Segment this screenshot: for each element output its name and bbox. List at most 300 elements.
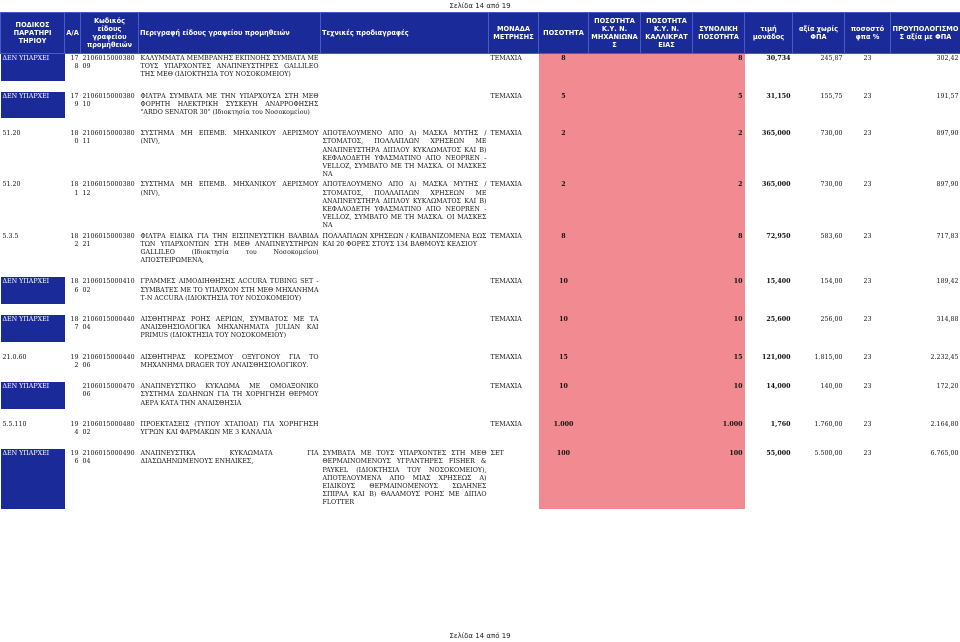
- cell-vat: 23: [863, 278, 872, 286]
- spacer-cell: [891, 342, 960, 353]
- cell-code: 21.0.60: [2, 353, 27, 361]
- cell-qty-mechaniona: [589, 277, 641, 304]
- cell-specs: [321, 315, 489, 342]
- spacer-cell: [745, 304, 793, 315]
- spacer-cell: [793, 409, 845, 420]
- cell-budget: 717,83: [936, 232, 959, 240]
- table-row: [1, 232, 960, 267]
- row-spacer: [1, 438, 960, 449]
- spacer-cell: [81, 438, 139, 449]
- spacer-cell: [589, 304, 641, 315]
- cell-total-qty: 10: [693, 277, 745, 304]
- spacer-cell: [589, 81, 641, 92]
- cell-code: ΔΕΝ ΥΠΑΡΧΕΙ: [1, 315, 65, 342]
- spacer-cell: [845, 371, 891, 382]
- spacer-cell: [65, 266, 81, 277]
- spacer-cell: [139, 118, 321, 129]
- cell-item-code: 210601500038010: [82, 92, 135, 108]
- cell-qty-kallikrateia: [641, 129, 693, 180]
- cell-vat: 23: [863, 181, 872, 189]
- cell-aa: [65, 382, 81, 409]
- spacer-cell: [81, 81, 139, 92]
- cell-description: ΣΥΣΤΗΜΑ ΜΗ ΕΠΕΜΒ. ΜΗΧΑΝΙΚΟΥ ΑΕΡΙΣΜΟΥ (NIV),: [140, 181, 319, 197]
- spacer-cell: [1, 371, 65, 382]
- header-unit-price: τιμή μονάδος: [745, 13, 793, 54]
- page-number-bottom: Σελίδα 14 από 19: [449, 632, 511, 640]
- spacer-cell: [641, 371, 693, 382]
- cell-qty-mechaniona: [589, 449, 641, 508]
- cell-qty: 100: [539, 449, 589, 508]
- spacer-cell: [845, 266, 891, 277]
- spacer-cell: [745, 438, 793, 449]
- cell-total-qty: 1.000: [693, 420, 745, 438]
- cell-description: ΦΙΛΤΡΑ ΕΙΔΙΚΑ ΓΙΑ ΤΗΝ ΕΙΣΠΝΕΥΣΤΙΚΗ ΒΑΛΒΙΔΑ ΤΩΝ ΥΠΑΡΧΟΝΤΩΝ ΣΤΗ ΜΕΘ ΑΝΑΠΝΕΥΣΤΗΡΩΝ GALLILEO (Ιδιοκτησία του Νοσοκομείου) ΑΠΟΣΤΕΙΡΩΜΕΝΑ,: [140, 232, 319, 265]
- cell-item-code: 210601500038012: [82, 181, 135, 197]
- cell-value: 245,87: [820, 55, 843, 62]
- cell-qty: 2: [539, 180, 589, 231]
- cell-unit: ΤΕΜΑΧΙΑ: [490, 316, 522, 324]
- cell-aa: 186: [70, 278, 79, 294]
- cell-aa: 194: [70, 420, 79, 436]
- cell-vat: 23: [863, 92, 872, 100]
- spacer-cell: [641, 118, 693, 129]
- cell-unit-price: 14,000: [766, 383, 791, 391]
- spacer-cell: [65, 371, 81, 382]
- spacer-cell: [891, 118, 960, 129]
- spacer-cell: [489, 409, 539, 420]
- spacer-cell: [81, 304, 139, 315]
- cell-description: ΑΙΣΘΗΤΗΡΑΣ ΡΟΗΣ ΑΕΡΙΩΝ, ΣΥΜΒΑΤΟΣ ΜΕ ΤΑ ΑΝΑΙΣΘΗΣΙΟΛΟΓΙΚΑ ΜΗΧΑΝΗΜΑΤΑ JULIAN ΚΑΙ PRIMUS (ΙΔΙΟΚΤΗΣΙΑ ΤΟΥ ΝΟΣΟΚΟΜΕΙΟΥ): [140, 316, 319, 340]
- row-spacer: [1, 81, 960, 92]
- spacer-cell: [321, 371, 489, 382]
- cell-aa: 181: [70, 181, 79, 197]
- spacer-cell: [793, 342, 845, 353]
- cell-value: 583,60: [820, 232, 843, 240]
- cell-unit-price: 72,950: [766, 232, 791, 240]
- cell-qty-mechaniona: [589, 353, 641, 371]
- cell-unit: ΤΕΜΑΧΙΑ: [490, 353, 522, 361]
- cell-item-code: 210601500038021: [82, 232, 135, 248]
- cell-value: 730,00: [820, 181, 843, 189]
- spacer-cell: [1, 342, 65, 353]
- spacer-cell: [589, 438, 641, 449]
- spacer-cell: [139, 266, 321, 277]
- cell-unit-price: 25,600: [766, 316, 791, 324]
- spacer-cell: [65, 342, 81, 353]
- spacer-cell: [891, 304, 960, 315]
- cell-qty-mechaniona: [589, 420, 641, 438]
- spacer-cell: [489, 342, 539, 353]
- spacer-cell: [81, 371, 139, 382]
- cell-budget: 314,88: [936, 316, 959, 324]
- spacer-cell: [745, 371, 793, 382]
- cell-specs: ΑΠΟΤΕΛΟΥΜΕΝΟ ΑΠΟ Α) ΜΑΣΚΑ ΜΥΤΗΣ / ΣΤΟΜΑΤΟΣ, ΠΟΛΛΑΠΛΩΝ ΧΡΗΣΕΩΝ ΜΕ ΑΝΑΠΝΕΥΣΤΗΡΑ ΔΙΠΛΟΥ ΚΥΚΛΩΜΑΤΟΣ ΚΑΙ Β) ΚΕΦΑΛΟΔΕΤΗ ΥΦΑΣΜΑΤΙΝΟ ΑΠΟ NEOPREN - VELLOZ, ΣΥΜΒΑΤΟ ΜΕ ΤΗ ΜΑΣΚΑ. ΟΙ ΜΑΣΚΕΣ ΝΑ: [322, 130, 487, 179]
- cell-qty-kallikrateia: [641, 420, 693, 438]
- spacer-cell: [139, 342, 321, 353]
- spacer-cell: [1, 409, 65, 420]
- header-value-no-vat: αξία χωρίς ΦΠΑ: [793, 13, 845, 54]
- cell-unit: ΤΕΜΑΧΙΑ: [490, 383, 522, 391]
- cell-qty: 10: [539, 315, 589, 342]
- cell-code: 5.5.110: [2, 420, 27, 428]
- row-spacer: [1, 266, 960, 277]
- spacer-cell: [81, 266, 139, 277]
- spacer-cell: [793, 118, 845, 129]
- cell-specs: [321, 92, 489, 119]
- cell-code: 51.20: [2, 181, 21, 189]
- cell-aa: 180: [70, 130, 79, 146]
- cell-item-code: 210601500049004: [82, 450, 135, 466]
- spacer-cell: [539, 342, 589, 353]
- spacer-cell: [891, 438, 960, 449]
- cell-unit: ΣΕΤ: [490, 450, 504, 458]
- spacer-cell: [321, 304, 489, 315]
- cell-specs: [321, 353, 489, 371]
- procurement-table: [0, 12, 960, 509]
- spacer-cell: [65, 118, 81, 129]
- spacer-cell: [139, 304, 321, 315]
- table-row: [1, 382, 960, 409]
- cell-description: ΑΝΑΠΝΕΥΣΤΙΚΟ ΚΥΚΛΩΜΑ ΜΕ ΟΜΟΑΞΟΝΙΚΟ ΣΥΣΤΗΜΑ ΣΩΛΗΝΩΝ ΓΙΑ ΤΗ ΧΟΡΗΓΗΣΗ ΘΕΡΜΟΥ ΑΕΡΑ ΚΑΤΑ ΤΗΝ ΑΝΑΙΣΘΗΣΙΑ: [140, 383, 319, 407]
- row-spacer: [1, 118, 960, 129]
- cell-aa: 178: [70, 55, 79, 71]
- spacer-cell: [81, 118, 139, 129]
- row-spacer: [1, 371, 960, 382]
- cell-description: ΠΡΟΕΚΤΑΣΕΙΣ (ΤΥΠΟΥ ΧΤΑΠΟΔΙ) ΓΙΑ ΧΟΡΗΓΗΣΗ ΥΓΡΩΝ ΚΑΙ ΦΑΡΜΑΚΩΝ ΜΕ 3 ΚΑΝΑΛΙΑ: [140, 420, 319, 436]
- cell-code: 51.20: [2, 130, 21, 138]
- cell-qty-kallikrateia: [641, 315, 693, 342]
- table-row: [1, 180, 960, 231]
- cell-qty-kallikrateia: [641, 92, 693, 119]
- header-aa: Α/Α: [65, 13, 81, 54]
- cell-aa: 187: [70, 316, 79, 332]
- cell-total-qty: 5: [693, 92, 745, 119]
- spacer-cell: [65, 438, 81, 449]
- cell-code: ΔΕΝ ΥΠΑΡΧΕΙ: [1, 54, 65, 81]
- spacer-cell: [693, 118, 745, 129]
- cell-budget: 302,42: [936, 55, 959, 62]
- spacer-cell: [321, 118, 489, 129]
- cell-qty-mechaniona: [589, 180, 641, 231]
- spacer-cell: [321, 438, 489, 449]
- spacer-cell: [489, 118, 539, 129]
- spacer-cell: [793, 81, 845, 92]
- cell-qty: 10: [539, 382, 589, 409]
- cell-aa: 196: [70, 450, 79, 466]
- cell-aa: 182: [70, 232, 79, 248]
- spacer-cell: [1, 81, 65, 92]
- cell-total-qty: 10: [693, 382, 745, 409]
- cell-unit: ΤΕΜΑΧΙΑ: [490, 92, 522, 100]
- cell-unit-price: 31,150: [766, 92, 791, 100]
- spacer-cell: [845, 304, 891, 315]
- cell-aa: 179: [70, 92, 79, 108]
- spacer-cell: [745, 409, 793, 420]
- cell-unit-price: 15,400: [766, 278, 791, 286]
- spacer-cell: [65, 81, 81, 92]
- spacer-cell: [845, 409, 891, 420]
- spacer-cell: [745, 118, 793, 129]
- spacer-cell: [1, 118, 65, 129]
- spacer-cell: [139, 438, 321, 449]
- cell-description: ΦΙΛΤΡΑ ΣΥΜΒΑΤΑ ΜΕ ΤΗΝ ΥΠΑΡΧΟΥΣΑ ΣΤΗ ΜΕΘ ΦΟΡΗΤΗ ΗΛΕΚΤΡΙΚΗ ΣΥΣΚΕΥΗ ΑΝΑΡΡΟΦΗΣΗΣ "ARDO SENATOR 30" (Ιδιοκτησία του Νοσοκομείου): [140, 92, 319, 117]
- cell-description: ΓΡΑΜΜΕΣ ΑΙΜΟΔΙΗΘΗΣΗΣ ACCURA TUBING SET - ΣΥΜΒΑΤΕΣ ΜΕ ΤΟ ΥΠΑΡΧΟΝ ΣΤΗ ΜΕΘ ΜΗΧΑΝΗΜΑ Τ-Ν ACCURA (ΙΔΙΟΚΤΗΣΙΑ ΤΟΥ ΝΟΣΟΚΟΜΕΙΟΥ): [140, 278, 319, 302]
- header-budget: ΠΡΟΥΠΟΛΟΓΙΣΜΟ Σ αξία με ΦΠΑ: [891, 13, 960, 54]
- cell-total-qty: 8: [693, 54, 745, 81]
- cell-code: 5.3.5: [2, 232, 19, 240]
- spacer-cell: [793, 266, 845, 277]
- spacer-cell: [539, 438, 589, 449]
- spacer-cell: [891, 409, 960, 420]
- cell-specs: [321, 277, 489, 304]
- cell-qty-kallikrateia: [641, 277, 693, 304]
- cell-qty-mechaniona: [589, 92, 641, 119]
- cell-qty-kallikrateia: [641, 449, 693, 508]
- cell-total-qty: 10: [693, 315, 745, 342]
- cell-qty: 15: [539, 353, 589, 371]
- row-spacer: [1, 304, 960, 315]
- spacer-cell: [745, 266, 793, 277]
- cell-aa: 192: [70, 353, 79, 369]
- table-row: [1, 420, 960, 438]
- table-row: [1, 353, 960, 371]
- spacer-cell: [81, 342, 139, 353]
- cell-budget: 189,42: [936, 278, 959, 286]
- cell-qty: 8: [539, 232, 589, 267]
- table-row: [1, 92, 960, 119]
- spacer-cell: [1, 304, 65, 315]
- cell-code: ΔΕΝ ΥΠΑΡΧΕΙ: [1, 92, 65, 119]
- spacer-cell: [539, 81, 589, 92]
- cell-vat: 23: [863, 130, 872, 138]
- cell-code: ΔΕΝ ΥΠΑΡΧΕΙ: [1, 382, 65, 409]
- cell-value: 154,00: [820, 278, 843, 286]
- table-row: [1, 315, 960, 342]
- spacer-cell: [321, 266, 489, 277]
- cell-value: 730,00: [820, 130, 843, 138]
- cell-specs: ΣΥΜΒΑΤΑ ΜΕ ΤΟΥΣ ΥΠΑΡΧΟΝΤΕΣ ΣΤΗ ΜΕΘ ΘΕΡΜΑΙΝΟΜΕΝΟΥΣ ΥΓΡΑΝΤΗΡΕΣ FISHER & PAYKEL (ΙΔΙΟΚΤΗΣΙΑ ΤΟΥ ΝΟΣΟΚΟΜΕΙΟΥ), ΑΠΟΤΕΛΟΥΜΕΝΑ ΑΠΟ ΜΙΑΣ ΧΡΗΣΕΩΣ Α) ΕΙΔΙΚΟΥΣ ΘΕΡΜΑΙΝΟΜΕΝΟΥΣ ΣΩΛΗΝΕΣ ΣΠΙΡΑΛ ΚΑΙ Β) ΘΑΛΑΜΟΥΣ ΡΟΗΣ ΜΕ ΔΙΠΛΟ FLOTTER: [322, 450, 487, 507]
- cell-vat: 23: [863, 420, 872, 428]
- row-spacer: [1, 342, 960, 353]
- cell-unit: ΤΕΜΑΧΙΑ: [490, 278, 522, 286]
- spacer-cell: [693, 409, 745, 420]
- spacer-cell: [139, 371, 321, 382]
- header-item-code: Κωδικός είδους γραφείου προμήθειών: [81, 13, 139, 54]
- spacer-cell: [65, 304, 81, 315]
- header-description: Περιγραφή είδους γραφείου προμηθειών: [139, 13, 321, 54]
- cell-total-qty: 2: [693, 129, 745, 180]
- spacer-cell: [641, 438, 693, 449]
- cell-value: 1.815,00: [814, 353, 843, 361]
- cell-qty: 5: [539, 92, 589, 119]
- cell-qty-mechaniona: [589, 382, 641, 409]
- cell-value: 140,00: [820, 383, 843, 391]
- spacer-cell: [845, 342, 891, 353]
- spacer-cell: [891, 81, 960, 92]
- cell-budget: 191,57: [936, 92, 959, 100]
- header-row: [1, 13, 960, 54]
- spacer-cell: [641, 266, 693, 277]
- spacer-cell: [489, 304, 539, 315]
- row-spacer: [1, 409, 960, 420]
- cell-item-code: 210601500038011: [82, 130, 135, 146]
- cell-item-code: 210601500044004: [82, 316, 135, 332]
- table-row: [1, 449, 960, 508]
- spacer-cell: [539, 304, 589, 315]
- spacer-cell: [641, 409, 693, 420]
- cell-qty-kallikrateia: [641, 180, 693, 231]
- cell-total-qty: 100: [693, 449, 745, 508]
- cell-specs: [321, 420, 489, 438]
- cell-description: ΚΑΛΥΜΜΑΤΑ ΜΕΜΒΡΑΝΗΣ ΕΚΠΝΟΗΣ ΣΥΜΒΑΤΑ ΜΕ ΤΟΥΣ ΥΠΑΡΧΟΝΤΕΣ ΑΝΑΠΝΕΥΣΤΗΡΕΣ GALLILEO ΤΗΣ ΜΕΘ (ΙΔΙΟΚΤΗΣΙΑ ΤΟΥ ΝΟΣΟΚΟΜΕΙΟΥ): [140, 55, 319, 79]
- cell-code: ΔΕΝ ΥΠΑΡΧΕΙ: [1, 449, 65, 508]
- spacer-cell: [65, 409, 81, 420]
- spacer-cell: [693, 266, 745, 277]
- cell-vat: 23: [863, 450, 872, 458]
- header-unit: ΜΟΝΑΔΑ ΜΕΤΡΗΣΗΣ: [489, 13, 539, 54]
- spacer-cell: [693, 342, 745, 353]
- header-qty-mechaniona: ΠΟΣΟΤΗΤΑ Κ.Υ. Ν. ΜΗΧΑΝΙΩΝΑ Σ: [589, 13, 641, 54]
- spacer-cell: [539, 409, 589, 420]
- cell-specs: [321, 382, 489, 409]
- spacer-cell: [891, 266, 960, 277]
- cell-unit: ΤΕΜΑΧΙΑ: [490, 181, 522, 189]
- spacer-cell: [845, 81, 891, 92]
- cell-qty: 2: [539, 129, 589, 180]
- cell-qty-kallikrateia: [641, 353, 693, 371]
- spacer-cell: [321, 81, 489, 92]
- cell-value: 155,75: [820, 92, 843, 100]
- spacer-cell: [589, 118, 641, 129]
- spacer-cell: [693, 371, 745, 382]
- cell-qty-mechaniona: [589, 232, 641, 267]
- spacer-cell: [489, 371, 539, 382]
- cell-code: ΔΕΝ ΥΠΑΡΧΕΙ: [1, 277, 65, 304]
- cell-total-qty: 8: [693, 232, 745, 267]
- cell-unit-price: 365,000: [762, 130, 791, 138]
- cell-vat: 23: [863, 232, 872, 240]
- cell-budget: 172,20: [936, 383, 959, 391]
- page-number-top: Σελίδα 14 από 19: [449, 2, 511, 10]
- header-code: ΠΟΔΙΚΟΣ ΠΑΡΑΤΗΡΙ ΤΗΡΙΟΥ: [1, 13, 65, 54]
- spacer-cell: [139, 409, 321, 420]
- cell-qty: 1.000: [539, 420, 589, 438]
- spacer-cell: [539, 266, 589, 277]
- spacer-cell: [589, 266, 641, 277]
- spacer-cell: [693, 81, 745, 92]
- cell-item-code: 210601500041002: [82, 278, 135, 294]
- spacer-cell: [641, 342, 693, 353]
- cell-description: ΣΥΣΤΗΜΑ ΜΗ ΕΠΕΜΒ. ΜΗΧΑΝΙΚΟΥ ΑΕΡΙΣΜΟΥ (NIV),: [140, 130, 319, 146]
- cell-total-qty: 2: [693, 180, 745, 231]
- cell-qty-mechaniona: [589, 54, 641, 81]
- cell-unit-price: 1,760: [770, 420, 791, 428]
- cell-specs: [321, 54, 489, 81]
- cell-item-code: 210601500044006: [82, 353, 135, 369]
- cell-unit-price: 365,000: [762, 181, 791, 189]
- cell-qty: 10: [539, 277, 589, 304]
- cell-vat: 23: [863, 316, 872, 324]
- spacer-cell: [1, 266, 65, 277]
- spacer-cell: [589, 371, 641, 382]
- spacer-cell: [745, 81, 793, 92]
- spacer-cell: [321, 409, 489, 420]
- cell-description: ΑΝΑΠΝΕΥΣΤΙΚΑ ΚΥΚΛΩΜΑΤΑ ΓΙΑ ΔΙΑΣΩΛΗΝΩΜΕΝΟΥΣ ΕΝΗΛΙΚΕΣ,: [140, 450, 319, 466]
- spacer-cell: [81, 409, 139, 420]
- table-row: [1, 277, 960, 304]
- table-row: [1, 129, 960, 180]
- cell-item-code: 210601500047006: [82, 383, 135, 399]
- cell-total-qty: 15: [693, 353, 745, 371]
- cell-budget: 2.164,80: [930, 420, 959, 428]
- spacer-cell: [845, 438, 891, 449]
- cell-item-code: 210601500038009: [82, 55, 135, 71]
- cell-qty-kallikrateia: [641, 382, 693, 409]
- cell-qty-mechaniona: [589, 129, 641, 180]
- cell-qty-mechaniona: [589, 315, 641, 342]
- cell-unit: ΤΕΜΑΧΙΑ: [490, 420, 522, 428]
- header-total-qty: ΣΥΝΟΛΙΚΗ ΠΟΣΟΤΗΤΑ: [693, 13, 745, 54]
- cell-qty: 8: [539, 54, 589, 81]
- cell-budget: 6.765,00: [930, 450, 959, 458]
- spacer-cell: [589, 409, 641, 420]
- header-qty-kallikrateia: ΠΟΣΟΤΗΤΑ Κ.Υ. Ν. ΚΑΛΛΙΚΡΑΤ ΕΙΑΣ: [641, 13, 693, 54]
- cell-item-code: 210601500048002: [82, 420, 135, 436]
- spacer-cell: [489, 266, 539, 277]
- spacer-cell: [641, 304, 693, 315]
- cell-description: ΑΙΣΘΗΤΗΡΑΣ ΚΟΡΕΣΜΟΥ ΟΞΥΓΟΝΟΥ ΓΙΑ ΤΟ ΜΗΧΑΝΗΜΑ DRAGER ΤΟΥ ΑΝΑΙΣΘΗΣΙΟΛΟΓΙΚΟΥ.: [140, 353, 319, 369]
- cell-budget: 897,90: [936, 181, 959, 189]
- header-vat-pct: ποσοστό φπα %: [845, 13, 891, 54]
- spacer-cell: [641, 81, 693, 92]
- spacer-cell: [489, 438, 539, 449]
- cell-qty-kallikrateia: [641, 232, 693, 267]
- cell-unit: ΤΕΜΑΧΙΑ: [490, 130, 522, 138]
- spacer-cell: [539, 118, 589, 129]
- spacer-cell: [589, 342, 641, 353]
- header-specs: Τεχνικές προδιαγραφές: [321, 13, 489, 54]
- spacer-cell: [793, 438, 845, 449]
- cell-value: 5.500,00: [814, 450, 843, 458]
- spacer-cell: [745, 342, 793, 353]
- cell-value: 1.760,00: [814, 420, 843, 428]
- table-body: [1, 54, 960, 509]
- cell-budget: 897,90: [936, 130, 959, 138]
- header-qty: ΠΟΣΟΤΗΤΑ: [539, 13, 589, 54]
- cell-unit: ΤΕΜΑΧΙΑ: [490, 232, 522, 240]
- cell-unit-price: 121,000: [762, 353, 791, 361]
- spacer-cell: [539, 371, 589, 382]
- spacer-cell: [793, 371, 845, 382]
- cell-unit-price: 30,734: [766, 55, 791, 62]
- cell-budget: 2.232,45: [930, 353, 959, 361]
- cell-vat: 23: [863, 55, 872, 62]
- cell-vat: 23: [863, 383, 872, 391]
- spacer-cell: [845, 118, 891, 129]
- cell-value: 256,00: [820, 316, 843, 324]
- spacer-cell: [489, 81, 539, 92]
- spacer-cell: [139, 81, 321, 92]
- cell-specs: ΑΠΟΤΕΛΟΥΜΕΝΟ ΑΠΟ Α) ΜΑΣΚΑ ΜΥΤΗΣ / ΣΤΟΜΑΤΟΣ, ΠΟΛΛΑΠΛΩΝ ΧΡΗΣΕΩΝ ΜΕ ΑΝΑΠΝΕΥΣΤΗΡΑ ΔΙΠΛΟΥ ΚΥΚΛΩΜΑΤΟΣ ΚΑΙ Β) ΚΕΦΑΛΟΔΕΤΗ ΥΦΑΣΜΑΤΙΝΟ ΑΠΟ NEOPREN - VELLOZ, ΣΥΜΒΑΤΟ ΜΕ ΤΗ ΜΑΣΚΑ. ΟΙ ΜΑΣΚΕΣ ΝΑ: [322, 181, 487, 230]
- spacer-cell: [1, 438, 65, 449]
- cell-unit: ΤΕΜΑΧΙΑ: [490, 55, 522, 62]
- spacer-cell: [321, 342, 489, 353]
- spacer-cell: [891, 371, 960, 382]
- cell-qty-kallikrateia: [641, 54, 693, 81]
- spacer-cell: [793, 304, 845, 315]
- table-row: [1, 54, 960, 81]
- spacer-cell: [693, 304, 745, 315]
